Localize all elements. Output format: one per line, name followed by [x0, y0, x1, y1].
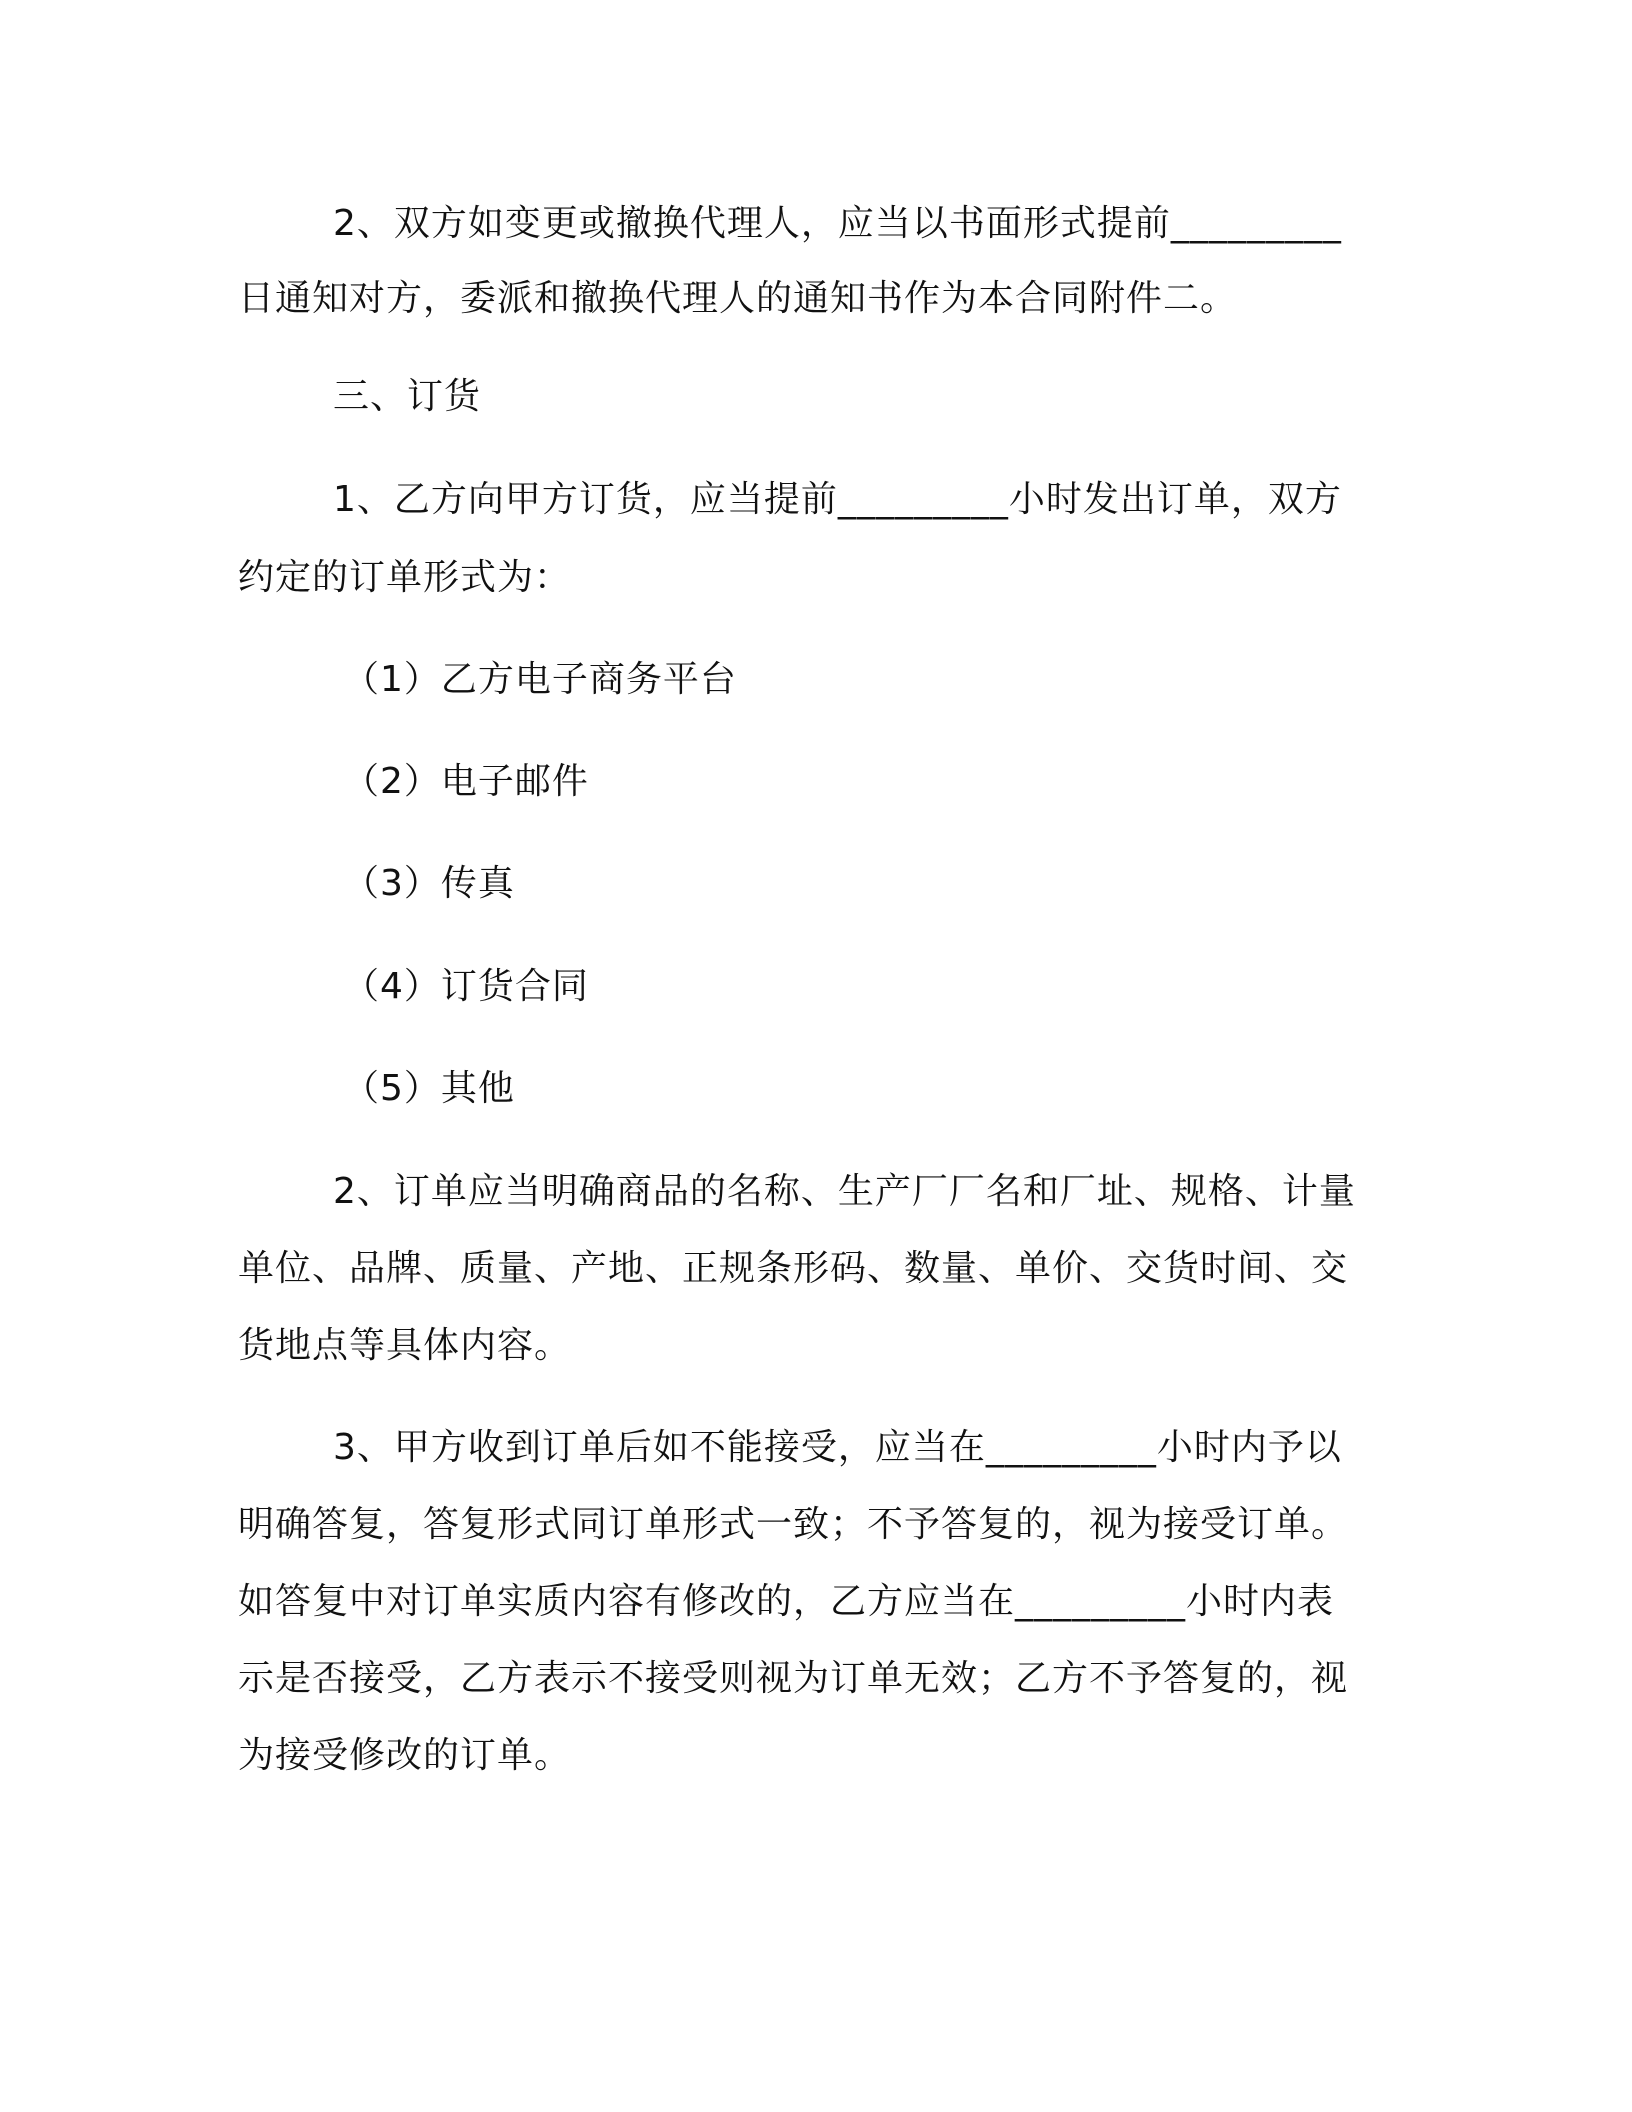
- list-item: （1）乙方电子商务平台: [343, 659, 737, 700]
- section-heading: 三、订货: [333, 376, 482, 417]
- paragraph-line: 明确答复，答复形式同订单形式一致；不予答复的，视为接受订单。: [238, 1504, 1349, 1545]
- paragraph-line: 1、乙方向甲方订货，应当提前_________小时发出订单，双方: [333, 479, 1342, 520]
- paragraph-line: 2、双方如变更或撤换代理人，应当以书面形式提前_________: [333, 203, 1342, 244]
- list-item: （5）其他: [343, 1068, 515, 1109]
- list-item: （3）传真: [343, 863, 515, 904]
- list-item: （4）订货合同: [343, 966, 589, 1007]
- paragraph-line: 3、甲方收到订单后如不能接受，应当在_________小时内予以: [333, 1427, 1342, 1468]
- paragraph-line: 约定的订单形式为：: [238, 557, 572, 598]
- paragraph-line: 如答复中对订单实质内容有修改的，乙方应当在_________小时内表: [238, 1581, 1335, 1622]
- paragraph-line: 2、订单应当明确商品的名称、生产厂厂名和厂址、规格、计量: [333, 1171, 1356, 1212]
- paragraph-line: 示是否接受，乙方表示不接受则视为订单无效；乙方不予答复的，视: [238, 1658, 1349, 1699]
- paragraph-line: 日通知对方，委派和撤换代理人的通知书作为本合同附件二。: [238, 278, 1238, 319]
- list-item: （2）电子邮件: [343, 761, 589, 802]
- paragraph-line: 货地点等具体内容。: [238, 1325, 572, 1366]
- paragraph-line: 为接受修改的订单。: [238, 1735, 572, 1776]
- paragraph-line: 单位、品牌、质量、产地、正规条形码、数量、单价、交货时间、交: [238, 1248, 1349, 1289]
